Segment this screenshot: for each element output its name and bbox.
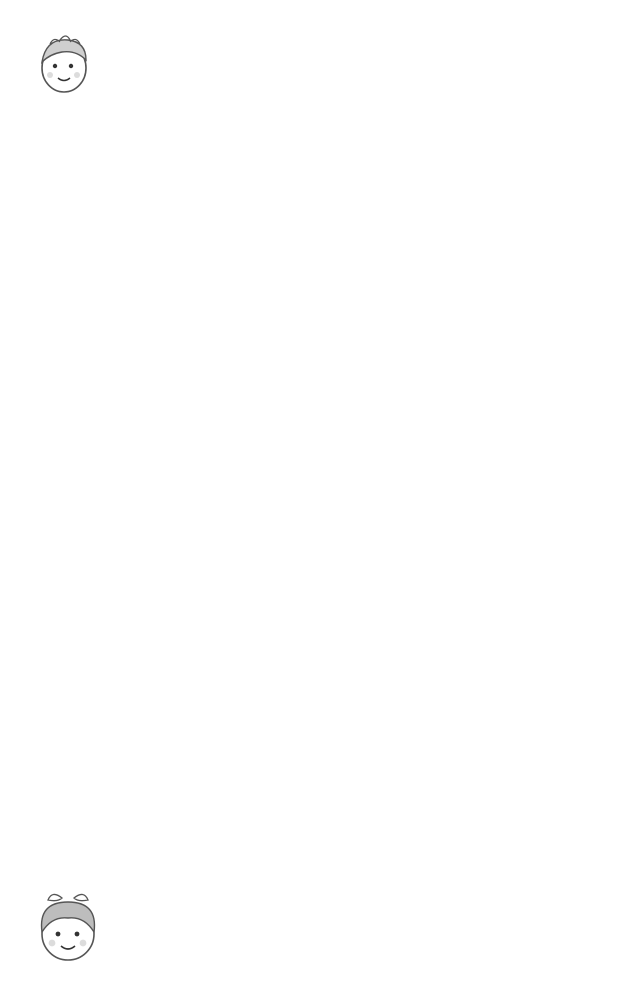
girl-face-icon [42,894,95,960]
girl-face-icon [42,36,86,92]
